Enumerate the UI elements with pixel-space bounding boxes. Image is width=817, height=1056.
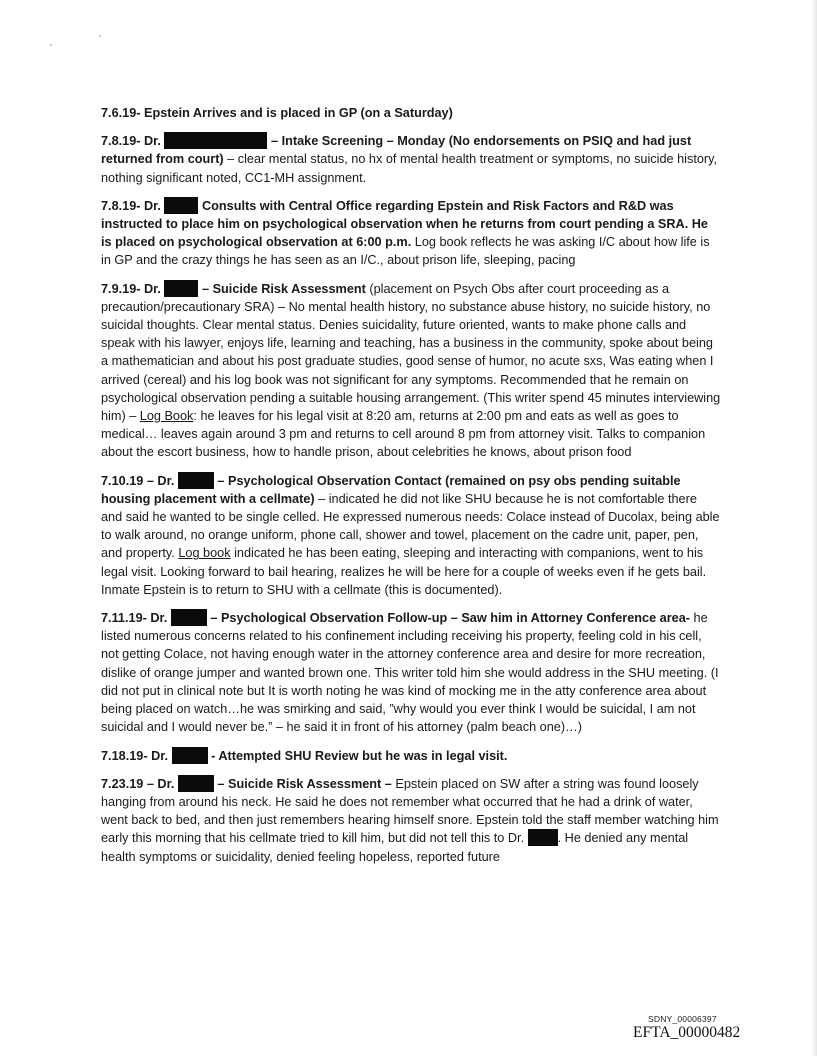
entry-date-prefix: 7.18.19- Dr. xyxy=(101,748,169,763)
redaction-box xyxy=(171,609,207,626)
redaction-box xyxy=(164,197,198,214)
entry-text: Epstein placed on SW after a string was found loosely hanging from around his neck. He said he does not remember what occurred that he had a drink of water, went back to bed, and then just remembers hearing himself snore. Epstein told the staff member watching him early this morning that his cellmate tried to kill him, but did not tell this to Dr. xyxy=(101,776,719,846)
entry-heading: Consults with Central Office regarding Epstein and Risk Factors and R&D was instructed to place him on psychological observation when he returns from court pending a SRA. He is placed on psychological observation at 6:00 p.m. xyxy=(101,198,708,250)
entry-2019-07-18 xyxy=(101,747,721,765)
entry-2019-07-09 xyxy=(101,280,721,462)
scan-speck xyxy=(50,44,52,46)
entry-heading: – Psychological Observation Follow-up – Saw him in Attorney Conference area- xyxy=(206,611,691,626)
redaction-box xyxy=(172,747,208,764)
scan-speck xyxy=(99,35,101,37)
entry-2019-07-11 xyxy=(101,609,721,736)
entry-text-continued: : he leaves for his legal visit at 8:20 am, returns at 2:00 pm and eats as well as goes to medical… leaves again around 3 pm and returns to cell around 8 pm from attorney visit. Talks to companion about the escort business, how to handle prison, about celebrities he knows, about prison food xyxy=(101,409,706,460)
entry-2019-07-10 xyxy=(101,472,721,599)
entry-date-prefix: 7.9.19- Dr. xyxy=(101,281,161,296)
entry-heading: - Attempted SHU Review but he was in legal visit. xyxy=(207,748,508,763)
log-book-label: Log Book xyxy=(139,409,194,424)
bates-number: SDNY_00006397 xyxy=(648,1014,717,1024)
efta-number: EFTA_00000482 xyxy=(633,1024,741,1041)
entry-date-prefix: 7.11.19- Dr. xyxy=(101,611,168,626)
entry-date-prefix: 7.8.19- Dr. xyxy=(101,134,161,149)
redaction-box xyxy=(528,829,558,846)
entry-text: (placement on Psych Obs after court proceeding as a precaution/precautionary SRA) – No mental health history, no substance abuse history, no suicide history, no suicidal thoughts. Clear mental status. Denies suicidality, future oriented, wants to make phone calls and speak with his lawyer, enjoys life, learning and teaching, has a business in the community, spoke about being a mathematician and about his post graduate studies, good sense of humor, no acute sxs, Was eating when I arrived (cereal) and his log book was not significant for any symptoms. Recommended that he remain on psychological observation pending a suitable housing arrangement. (This writer spend 45 minutes interviewing him) – xyxy=(101,281,721,424)
page-edge-shadow xyxy=(811,0,817,1056)
entry-title: 7.6.19- Epstein Arrives and is placed in GP (on a Saturday) xyxy=(101,106,453,120)
entry-date-prefix: 7.23.19 – Dr. xyxy=(101,776,175,791)
entry-heading: – Suicide Risk Assessment – xyxy=(213,776,392,791)
entry-text-continued: indicated he has been eating, sleeping and interacting with companions, went to his legal visit. Looking forward to bail hearing, realizes he will be here for a couple of weeks even if he gets bail. Inmate Epstein is to return to SHU with a cellmate (this is documented). xyxy=(101,546,707,597)
entry-2019-07-08-intake xyxy=(101,132,721,187)
entry-text: – clear mental status, no hx of mental health treatment or symptoms, no suicide history, nothing significant noted, CC1-MH assignment. xyxy=(101,152,718,185)
entry-text: – indicated he did not like SHU because he is not comfortable there and said he wanted to be single celled. He expressed numerous needs: Colace instead of Ducolax, being able to walk around, no orange uniform, phone call, shower and towel, placement on the cadre unit, paper, pen, and property. xyxy=(101,491,720,561)
redaction-box xyxy=(178,472,214,489)
entry-date-prefix: 7.10.19 – Dr. xyxy=(101,473,175,488)
log-book-label: Log book xyxy=(178,546,231,561)
entry-text: Log book reflects he was asking I/C about how life is in GP and the crazy things he has seen as an I/C., about prison life, sleeping, pacing xyxy=(101,235,710,268)
redaction-box xyxy=(178,775,214,792)
entry-2019-07-08-consult xyxy=(101,197,721,270)
entry-heading: – Suicide Risk Assessment xyxy=(198,281,366,296)
entry-heading: – Intake Screening – Monday (No endorsements on PSIQ and had just returned from court) xyxy=(101,134,692,167)
redaction-box xyxy=(164,132,267,149)
entry-2019-07-06 xyxy=(101,104,721,122)
entry-heading: – Psychological Observation Contact (remained on psy obs pending suitable housing placement with a cellmate) xyxy=(101,473,681,506)
redaction-box xyxy=(164,280,198,297)
entry-text-continued: . He denied any mental health symptoms or suicidality, denied feeling hopeless, reported future xyxy=(101,831,689,864)
entry-date-prefix: 7.8.19- Dr. xyxy=(101,198,161,213)
entry-text: he listed numerous concerns related to his confinement including receiving his property, feeling cold in his cell, not getting Colace, not having enough water in the attorney conference area and desire for more recreation, dislike of orange jumper and wanted brown one. This writer told him she would address in the SHU meeting. (I did not put in clinical note but It is worth noting he was kind of mocking me in the atty conference area about being placed on watch…he was smirking and said, ”why would you ever think I would be suicidal, I am not suicidal and I would never be.” – he said it in front of his attorney (palm beach one)…) xyxy=(101,611,719,735)
entry-2019-07-23 xyxy=(101,775,721,866)
memo-body xyxy=(101,104,721,876)
